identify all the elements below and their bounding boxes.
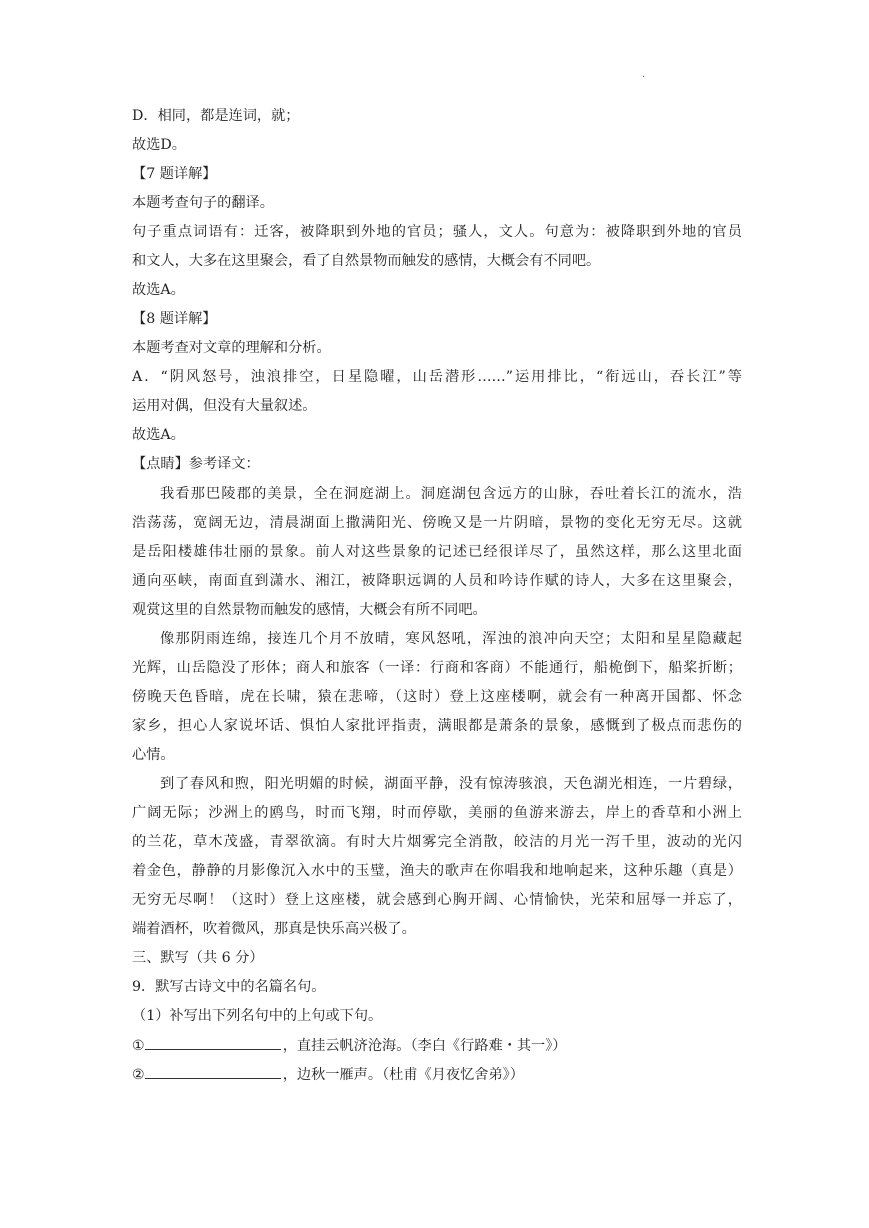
item-text: ，边秋一雁声。（杜甫《月夜忆舍弟》） <box>282 1067 524 1083</box>
item-marker: ② <box>132 1067 145 1083</box>
section-heading: 三、默写（共 6 分） <box>132 950 264 966</box>
body-line: A．“阴风怒号，浊浪排空，日星隐曜，山岳潜形……”运用排比，“衔远山，吞长江”等 <box>132 369 742 385</box>
translation-line: 到了春风和煦，阳光明媚的时候，湖面平静，没有惊涛骇浪，天色湖光相连，一片碧绿， <box>160 776 742 792</box>
translation-line: 傍晚天色昏暗，虎在长啸，猿在悲啼，（这时）登上这座楼啊，就会有一种离开国都、怀念 <box>132 689 742 705</box>
body-line: 运用对偶，但没有大量叙述。 <box>132 398 317 414</box>
translation-line: 通向巫峡，南面直到潇水、湘江，被降职远调的人员和吟诗作赋的诗人，大多在这里聚会， <box>132 573 742 589</box>
translation-line: 的兰花，草木茂盛，青翠欲滴。有时大片烟雾完全消散，皎洁的月光一泻千里，波动的光闪 <box>132 834 742 850</box>
fill-blank-item <box>132 1035 742 1056</box>
body-line: 本题考查句子的翻译。 <box>132 195 274 211</box>
translation-line: 观赏这里的自然景物而触发的感情，大概会有所不同吧。 <box>132 602 487 618</box>
question-line: （1）补写出下列名句中的上句或下句。 <box>132 1008 383 1024</box>
section-heading: 【8 题详解】 <box>132 311 217 327</box>
question-line: 9．默写古诗文中的名篇名句。 <box>132 979 326 995</box>
body-line: 本题考查对文章的理解和分析。 <box>132 340 331 356</box>
section-heading: 【点睛】参考译文： <box>132 456 260 472</box>
answer-line: 故选A。 <box>132 427 185 443</box>
answer-line: D．相同，都是连词，就； <box>132 108 300 124</box>
translation-line: 无穷无尽啊！（这时）登上这座楼，就会感到心胸开阔、心情愉快，光荣和屈辱一并忘了， <box>132 892 742 908</box>
item-text: ，直挂云帆济沧海。（李白《行路难・其一》） <box>282 1038 567 1054</box>
translation-line: 光辉，山岳隐没了形体；商人和旅客（一译：行商和客商）不能通行，船桅倒下，船桨折断； <box>132 660 742 676</box>
body-line: 句子重点词语有：迁客，被降职到外地的官员；骚人，文人。句意为：被降职到外地的官员 <box>132 224 742 240</box>
section-heading: 【7 题详解】 <box>132 166 217 182</box>
translation-line: 心情。 <box>132 747 175 763</box>
translation-line: 像那阴雨连绵，接连几个月不放晴，寒风怒吼，浑浊的浪冲向天空；太阳和星星隐藏起 <box>160 631 742 647</box>
answer-line: 故选D。 <box>132 137 186 153</box>
answer-blank[interactable] <box>145 1035 281 1050</box>
translation-line: 浩荡荡，宽阔无边，清晨湖面上撒满阳光、傍晚又是一片阴暗，景物的变化无穷无尽。这就 <box>132 515 742 531</box>
header-mark: · <box>642 72 646 83</box>
translation-line: 我看那巴陵郡的美景，全在洞庭湖上。洞庭湖包含远方的山脉，吞吐着长江的流水，浩 <box>160 486 742 502</box>
translation-line: 广阔无际；沙洲上的鸥鸟，时而飞翔，时而停歇，美丽的鱼游来游去，岸上的香草和小洲上 <box>132 805 742 821</box>
translation-line: 是岳阳楼雄伟壮丽的景象。前人对这些景象的记述已经很详尽了，虽然这样，那么这里北面 <box>132 544 742 560</box>
fill-blank-item <box>132 1064 742 1085</box>
answer-line: 故选A。 <box>132 282 185 298</box>
translation-line: 端着酒杯，吹着微风，那真是快乐高兴极了。 <box>132 921 416 937</box>
answer-blank[interactable] <box>145 1064 281 1079</box>
translation-line: 家乡，担心人家说坏话、惧怕人家批评指责，满眼都是萧条的景象，感慨到了极点而悲伤的 <box>132 718 742 734</box>
item-marker: ① <box>132 1038 145 1054</box>
translation-line: 着金色，静静的月影像沉入水中的玉璧，渔夫的歌声在你唱我和地响起来，这种乐趣（真是） <box>132 863 742 879</box>
body-line: 和文人，大多在这里聚会，看了自然景物而触发的感情，大概会有不同吧。 <box>132 253 601 269</box>
